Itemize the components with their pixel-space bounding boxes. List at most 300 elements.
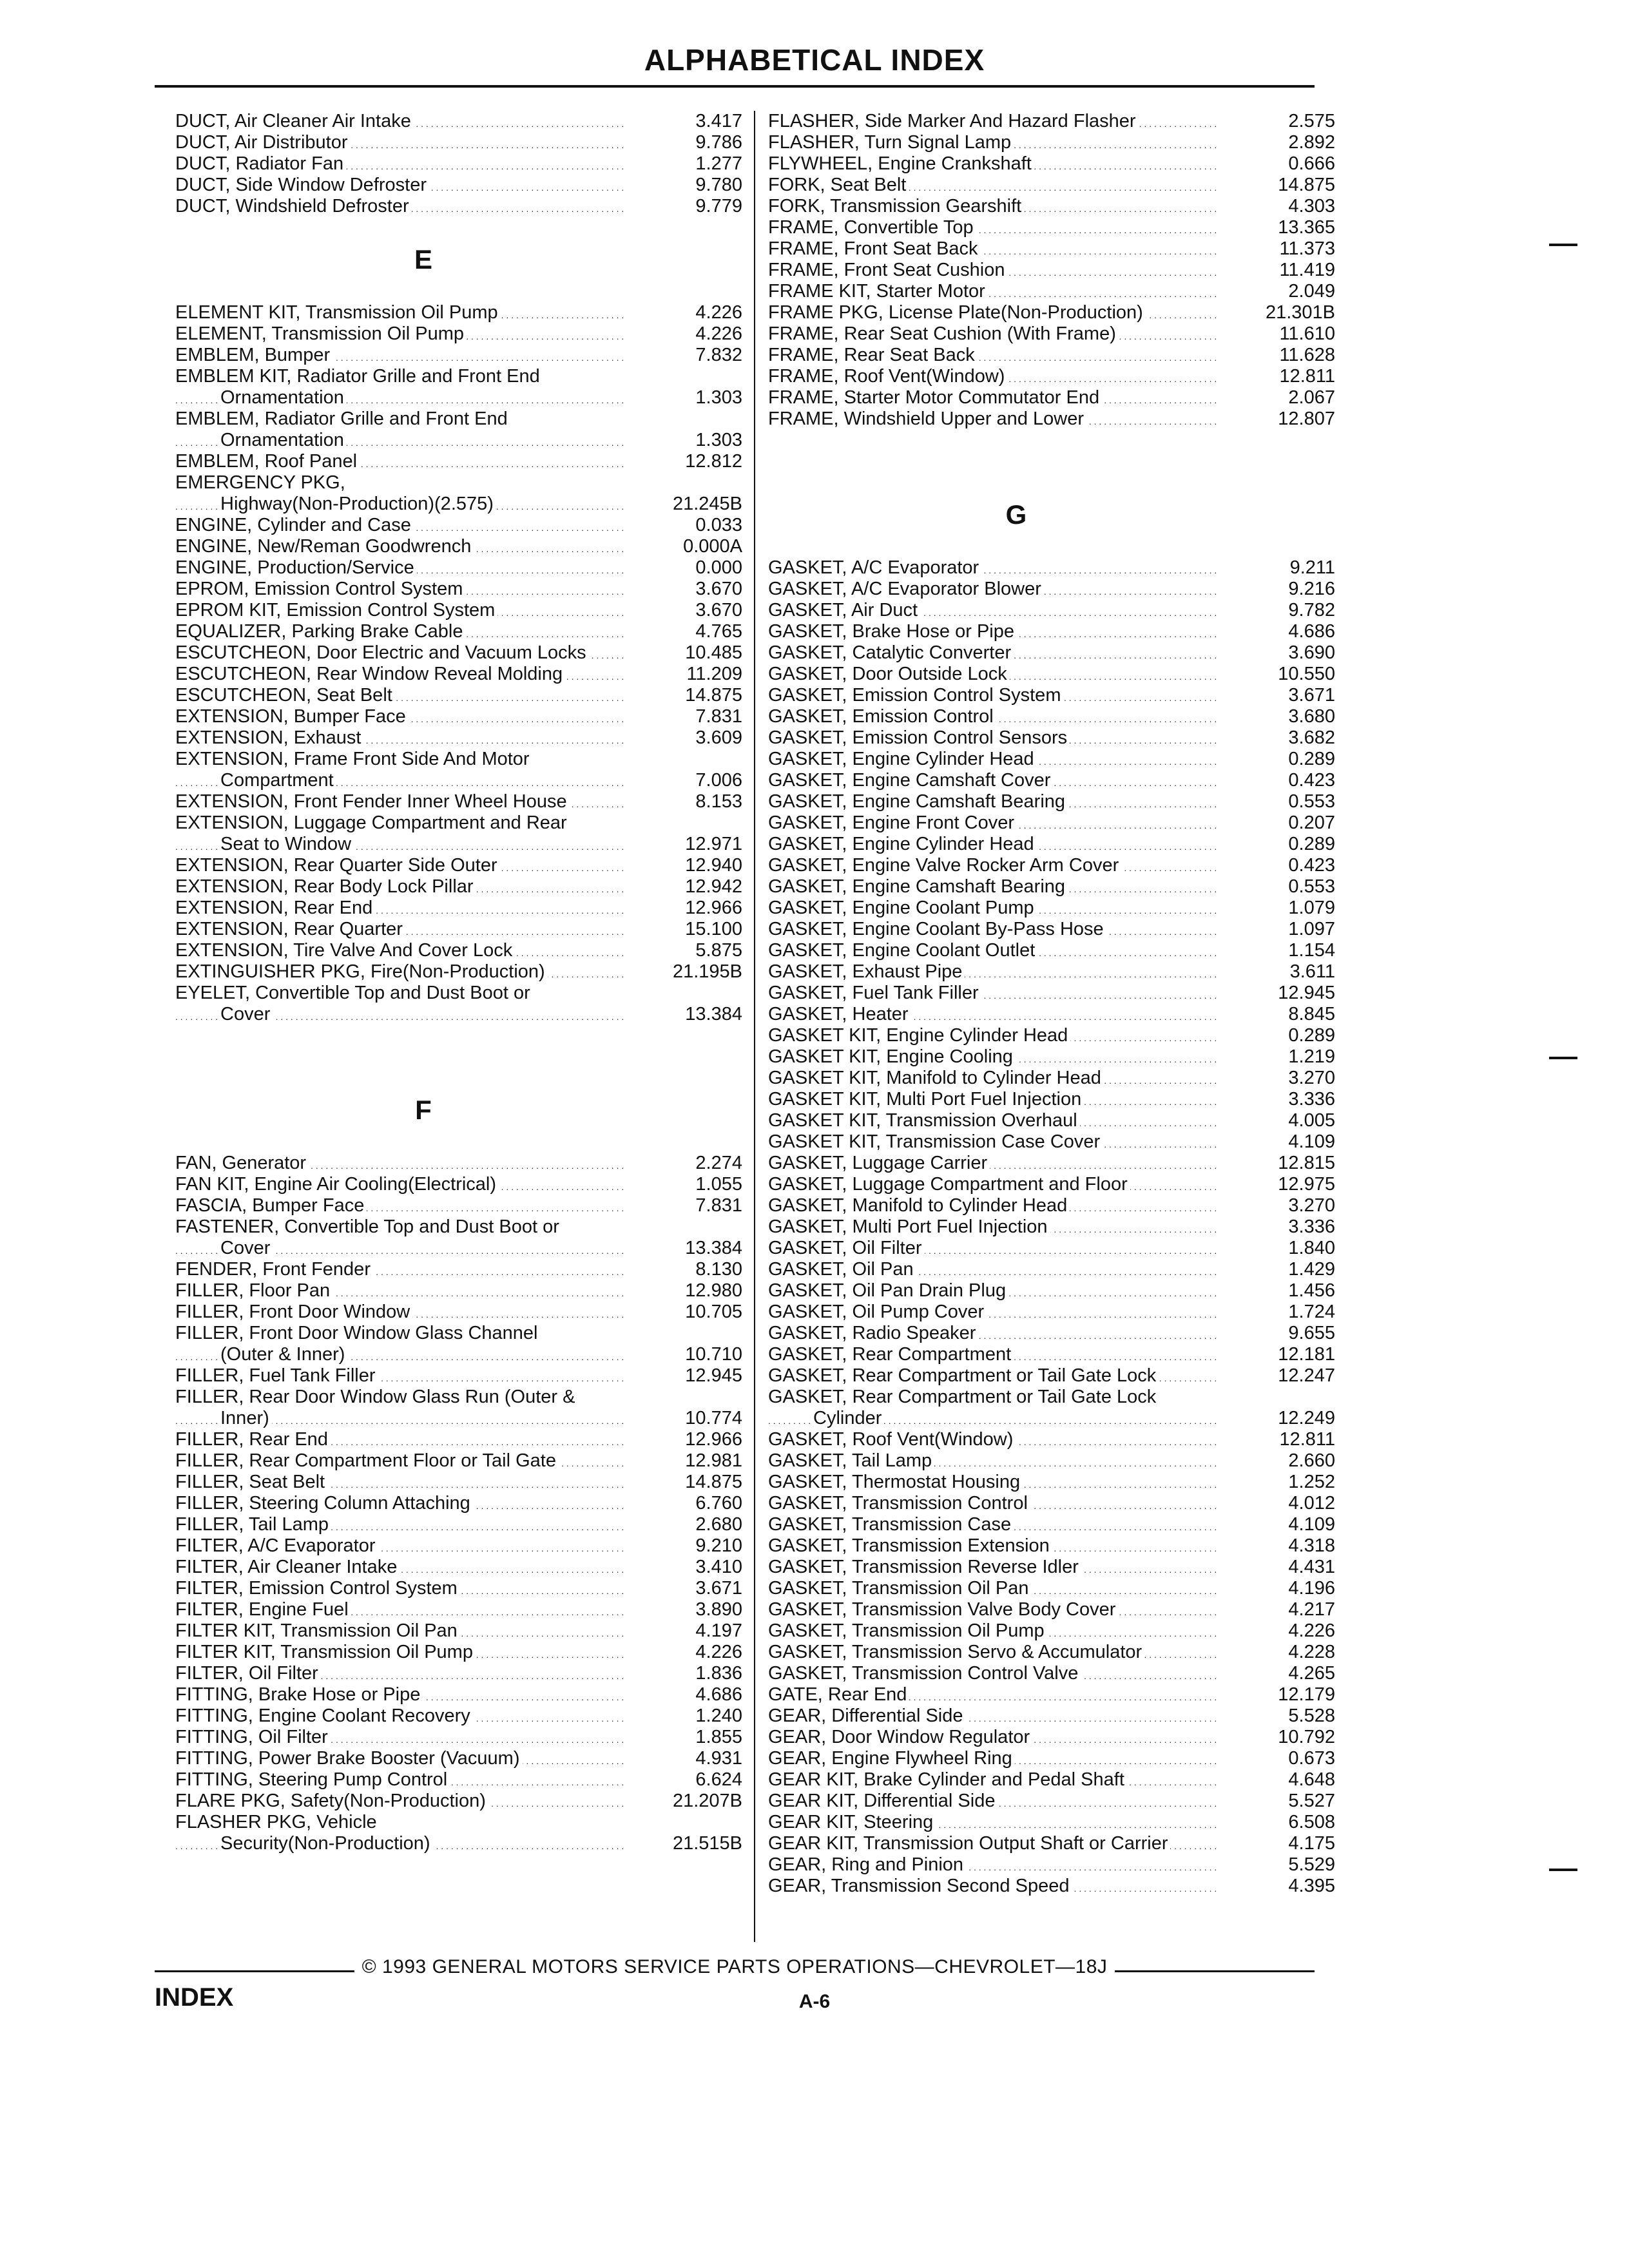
index-entry (175, 1684, 762, 1706)
entry-label: FILTER, Oil Filter (175, 1663, 321, 1684)
index-entry (175, 111, 762, 132)
edge-mark (1549, 1057, 1577, 1059)
entry-label: GEAR, Differential Side (768, 1706, 966, 1726)
index-entry (175, 132, 762, 153)
entry-page-ref: 4.303 (1222, 196, 1335, 217)
index-entry (768, 1535, 1354, 1557)
entry-label: FRAME, Roof Vent(Window) (768, 366, 1007, 387)
index-entry (175, 323, 762, 345)
entry-page-ref: 4.648 (1222, 1769, 1335, 1791)
entry-page-ref: 4.012 (1222, 1493, 1335, 1514)
index-entry (768, 642, 1354, 664)
entry-page-ref: 10.792 (1222, 1727, 1335, 1748)
index-entry-heading (175, 472, 762, 494)
index-entry (768, 408, 1354, 430)
index-entry (768, 557, 1354, 579)
entry-label: FASCIA, Bumper Face (175, 1195, 367, 1216)
entry-label: GASKET, Rear Compartment or Tail Gate Lock (768, 1387, 1159, 1407)
entry-label: FITTING, Steering Pump Control (175, 1769, 450, 1790)
entry-page-ref: 4.226 (629, 323, 742, 345)
index-entry (768, 281, 1354, 302)
entry-page-ref: 9.210 (629, 1535, 742, 1557)
entry-label: EXTENSION, Luggage Compartment and Rear (175, 812, 570, 833)
entry-page-ref: 2.892 (1222, 132, 1335, 153)
entry-label: EXTENSION, Rear Body Lock Pillar (175, 876, 476, 897)
entry-label: GASKET, Transmission Oil Pump (768, 1620, 1047, 1641)
index-entry-heading (175, 983, 762, 1004)
entry-page-ref: 21.515B (629, 1833, 742, 1854)
index-entry (768, 621, 1354, 642)
index-entry (175, 727, 762, 749)
entry-label: ENGINE, Production/Service (175, 557, 417, 578)
entry-page-ref: 12.945 (629, 1365, 742, 1387)
spacer (175, 1025, 762, 1068)
entry-page-ref: 12.945 (1222, 983, 1335, 1004)
index-entry (175, 1706, 762, 1727)
footer-section-label: INDEX (155, 1983, 234, 2012)
entry-page-ref: 0.553 (1222, 876, 1335, 898)
entry-label: FILLER, Floor Pan (175, 1280, 333, 1301)
index-entry (175, 770, 762, 791)
index-entry (175, 855, 762, 876)
entry-label: Inner) (220, 1408, 272, 1428)
index-entry (175, 876, 762, 898)
entry-page-ref: 0.033 (629, 515, 742, 536)
entry-page-ref: 12.975 (1222, 1174, 1335, 1195)
entry-label: EMBLEM, Roof Panel (175, 451, 360, 472)
entry-label: GASKET, Luggage Carrier (768, 1153, 990, 1173)
entry-page-ref: 4.686 (1222, 621, 1335, 642)
entry-label: GASKET KIT, Engine Cylinder Head (768, 1025, 1070, 1046)
entry-page-ref: 9.782 (1222, 600, 1335, 621)
entry-label: ENGINE, Cylinder and Case (175, 515, 414, 535)
entry-label: EMBLEM, Bumper (175, 345, 333, 365)
index-entry (175, 1769, 762, 1791)
entry-page-ref: 11.373 (1222, 238, 1335, 260)
entry-page-ref: 14.875 (629, 1472, 742, 1493)
index-entry (768, 1046, 1354, 1068)
entry-label: DUCT, Radiator Fan (175, 153, 346, 174)
entry-label: FILLER, Steering Column Attaching (175, 1493, 473, 1514)
index-entry (768, 770, 1354, 791)
index-entry-heading (175, 1216, 762, 1238)
index-entry (768, 983, 1354, 1004)
entry-label: GASKET KIT, Transmission Overhaul (768, 1110, 1080, 1131)
entry-page-ref: 7.832 (629, 345, 742, 366)
entry-page-ref: 4.395 (1222, 1876, 1335, 1897)
index-entry (175, 940, 762, 961)
entry-page-ref: 7.006 (629, 770, 742, 791)
index-entry (175, 1535, 762, 1557)
entry-label: FILLER, Front Door Window Glass Channel (175, 1323, 541, 1343)
index-entry-heading (175, 749, 762, 770)
index-entry (768, 1769, 1354, 1791)
entry-label: Compartment (220, 770, 336, 791)
index-entry (175, 1599, 762, 1620)
entry-label: GASKET, Tail Lamp (768, 1450, 934, 1471)
index-entry (768, 834, 1354, 855)
index-entry (175, 1493, 762, 1514)
entry-page-ref: 9.779 (629, 196, 742, 217)
entry-label: EPROM KIT, Emission Control System (175, 600, 497, 620)
entry-page-ref: 12.247 (1222, 1365, 1335, 1387)
index-entry (175, 791, 762, 812)
index-entry (768, 1131, 1354, 1153)
entry-page-ref: 4.109 (1222, 1131, 1335, 1153)
index-entry (768, 1110, 1354, 1131)
entry-label: FILLER, Rear Door Window Glass Run (Outer & (175, 1387, 577, 1407)
entry-page-ref: 3.671 (629, 1578, 742, 1599)
entry-label: FILLER, Rear End (175, 1429, 331, 1450)
entry-page-ref: 21.207B (629, 1791, 742, 1812)
index-entry (175, 1450, 762, 1472)
index-entry (768, 366, 1354, 387)
entry-page-ref: 10.710 (629, 1344, 742, 1365)
entry-page-ref: 3.609 (629, 727, 742, 749)
entry-page-ref: 3.410 (629, 1557, 742, 1578)
entry-label: GASKET KIT, Manifold to Cylinder Head (768, 1068, 1104, 1088)
index-entry (768, 1472, 1354, 1493)
index-entry (768, 961, 1354, 983)
entry-label: FILTER, Air Cleaner Intake (175, 1557, 400, 1577)
index-entry (175, 1833, 762, 1854)
index-entry (175, 1238, 762, 1259)
entry-page-ref: 12.942 (629, 876, 742, 898)
index-entry (175, 621, 762, 642)
entry-label: EPROM, Emission Control System (175, 579, 465, 599)
entry-page-ref: 2.274 (629, 1153, 742, 1174)
index-entry (175, 1004, 762, 1025)
entry-label: GASKET, Transmission Control Valve (768, 1663, 1081, 1684)
entry-label: EMBLEM, Radiator Grille and Front End (175, 408, 510, 429)
entry-page-ref: 4.431 (1222, 1557, 1335, 1578)
index-entry (175, 196, 762, 217)
index-entry (768, 1620, 1354, 1642)
entry-label: GASKET, Luggage Compartment and Floor (768, 1174, 1130, 1195)
index-entry (175, 302, 762, 323)
entry-page-ref: 12.807 (1222, 408, 1335, 430)
entry-page-ref: 0.423 (1222, 855, 1335, 876)
entry-label: GASKET, Catalytic Converter (768, 642, 1014, 663)
entry-label: GASKET, Oil Pan Drain Plug (768, 1280, 1008, 1301)
entry-page-ref: 8.845 (1222, 1004, 1335, 1025)
entry-page-ref: 8.153 (629, 791, 742, 812)
entry-page-ref: 3.682 (1222, 727, 1335, 749)
index-entry (175, 153, 762, 175)
index-entry (768, 1833, 1354, 1854)
entry-label: ELEMENT KIT, Transmission Oil Pump (175, 302, 501, 323)
entry-label: FILTER KIT, Transmission Oil Pan (175, 1620, 460, 1641)
index-entry (768, 1429, 1354, 1450)
entry-label: FILLER, Fuel Tank Filler (175, 1365, 378, 1386)
index-entry (768, 1557, 1354, 1578)
entry-page-ref: 5.875 (629, 940, 742, 961)
entry-page-ref: 9.780 (629, 175, 742, 196)
entry-page-ref: 4.109 (1222, 1514, 1335, 1535)
entry-page-ref: 2.049 (1222, 281, 1335, 302)
entry-page-ref: 3.611 (1222, 961, 1335, 983)
index-entry (768, 1876, 1354, 1897)
entry-label: FENDER, Front Fender (175, 1259, 373, 1280)
entry-page-ref: 2.680 (629, 1514, 742, 1535)
entry-page-ref: 12.981 (629, 1450, 742, 1472)
entry-label: GASKET, Transmission Servo & Accumulator (768, 1642, 1144, 1662)
index-entry (175, 664, 762, 685)
index-entry (175, 1663, 762, 1684)
index-entry (768, 1238, 1354, 1259)
index-entry (768, 1408, 1354, 1429)
index-entry (768, 1153, 1354, 1174)
entry-page-ref: 9.786 (629, 132, 742, 153)
entry-label: FRAME, Rear Seat Back (768, 345, 978, 365)
index-entry (175, 961, 762, 983)
entry-page-ref: 3.670 (629, 579, 742, 600)
index-entry (768, 1280, 1354, 1302)
entry-page-ref: 4.226 (629, 302, 742, 323)
entry-page-ref: 0.666 (1222, 153, 1335, 175)
entry-page-ref: 7.831 (629, 706, 742, 727)
entry-label: Highway(Non-Production)(2.575) (220, 494, 496, 514)
entry-label: FASTENER, Convertible Top and Dust Boot or (175, 1216, 562, 1237)
entry-page-ref: 3.417 (629, 111, 742, 132)
entry-page-ref: 3.680 (1222, 706, 1335, 727)
index-entry (175, 494, 762, 515)
entry-page-ref: 5.528 (1222, 1706, 1335, 1727)
index-entry (768, 1174, 1354, 1195)
index-entry (768, 196, 1354, 217)
entry-page-ref: 21.245B (629, 494, 742, 515)
index-entry (768, 1642, 1354, 1663)
entry-label: FRAME, Starter Motor Commutator End (768, 387, 1102, 408)
entry-page-ref: 11.209 (629, 664, 742, 685)
index-entry (175, 579, 762, 600)
index-column-left (175, 111, 762, 1854)
index-entry (768, 898, 1354, 919)
entry-label: GASKET, Engine Front Cover (768, 812, 1017, 833)
entry-page-ref: 1.055 (629, 1174, 742, 1195)
entry-page-ref: 2.067 (1222, 387, 1335, 408)
entry-page-ref: 12.249 (1222, 1408, 1335, 1429)
index-entry (175, 345, 762, 366)
index-entry (768, 153, 1354, 175)
entry-page-ref: 4.226 (629, 1642, 742, 1663)
entry-label: GASKET, Rear Compartment (768, 1344, 1014, 1365)
index-entry (768, 1089, 1354, 1110)
index-entry (768, 940, 1354, 961)
entry-page-ref: 4.265 (1222, 1663, 1335, 1684)
entry-label: ELEMENT, Transmission Oil Pump (175, 323, 467, 344)
entry-label: EXTENSION, Front Fender Inner Wheel House (175, 791, 570, 812)
entry-page-ref: 3.670 (629, 600, 742, 621)
entry-label: FILLER, Rear Compartment Floor or Tail Gate (175, 1450, 559, 1471)
entry-label: Seat to Window (220, 834, 354, 854)
entry-page-ref: 1.252 (1222, 1472, 1335, 1493)
index-entry (175, 1578, 762, 1599)
entry-label: GEAR, Transmission Second Speed (768, 1876, 1072, 1896)
index-entry (768, 217, 1354, 238)
index-entry (768, 387, 1354, 408)
index-entry (768, 345, 1354, 366)
entry-label: FILTER KIT, Transmission Oil Pump (175, 1642, 476, 1662)
entry-page-ref: 21.195B (629, 961, 742, 983)
entry-label: ESCUTCHEON, Seat Belt (175, 685, 395, 706)
entry-label: GASKET, Fuel Tank Filler (768, 983, 981, 1003)
footer-copyright: © 1993 GENERAL MOTORS SERVICE PARTS OPERATIONS—CHEVROLET—18J (361, 1956, 1108, 1977)
index-entry (768, 132, 1354, 153)
index-entry (768, 812, 1354, 834)
entry-label: FRAME, Front Seat Back (768, 238, 981, 259)
entry-label: EXTENSION, Bumper Face (175, 706, 409, 727)
entry-page-ref: 1.836 (629, 1663, 742, 1684)
index-entry (175, 1748, 762, 1769)
index-entry (175, 706, 762, 727)
index-entry-heading (175, 1323, 762, 1344)
entry-page-ref: 0.423 (1222, 770, 1335, 791)
index-entry (768, 1365, 1354, 1387)
entry-label: GEAR KIT, Transmission Output Shaft or Carrier (768, 1833, 1170, 1854)
entry-page-ref: 12.812 (629, 451, 742, 472)
entry-page-ref: 11.419 (1222, 260, 1335, 281)
entry-page-ref: 4.228 (1222, 1642, 1335, 1663)
index-entry (175, 1259, 762, 1280)
entry-label: FITTING, Oil Filter (175, 1727, 331, 1747)
entry-label: FILLER, Seat Belt (175, 1472, 327, 1492)
entry-page-ref: 0.553 (1222, 791, 1335, 812)
index-entry (768, 1068, 1354, 1089)
entry-page-ref: 10.705 (629, 1302, 742, 1323)
entry-label: GATE, Rear End (768, 1684, 909, 1705)
entry-label: ESCUTCHEON, Rear Window Reveal Molding (175, 664, 565, 684)
index-entry (175, 536, 762, 557)
entry-page-ref: 3.690 (1222, 642, 1335, 664)
index-entry (175, 515, 762, 536)
index-entry (175, 175, 762, 196)
entry-page-ref: 4.318 (1222, 1535, 1335, 1557)
entry-label: GASKET, Radio Speaker (768, 1323, 978, 1343)
entry-label: EXTENSION, Rear End (175, 898, 375, 918)
entry-page-ref: 10.485 (629, 642, 742, 664)
index-entry (768, 685, 1354, 706)
index-entry (768, 1812, 1354, 1833)
entry-page-ref: 0.289 (1222, 834, 1335, 855)
index-entry (768, 1216, 1354, 1238)
entry-label: FRAME, Rear Seat Cushion (With Frame) (768, 323, 1119, 344)
entry-page-ref: 1.724 (1222, 1302, 1335, 1323)
entry-page-ref: 1.277 (629, 153, 742, 175)
page-title: ALPHABETICAL INDEX (644, 43, 985, 77)
entry-label: Security(Non-Production) (220, 1833, 433, 1854)
entry-label: GASKET, Air Duct (768, 600, 920, 620)
index-entry (768, 664, 1354, 685)
index-entry (175, 642, 762, 664)
entry-label: Ornamentation (220, 387, 347, 408)
index-entry (768, 1791, 1354, 1812)
section-letter: F (415, 1095, 432, 1125)
entry-label: Cover (220, 1238, 273, 1258)
entry-label: GASKET, Oil Filter (768, 1238, 925, 1258)
entry-page-ref: 12.966 (629, 898, 742, 919)
entry-page-ref: 4.175 (1222, 1833, 1335, 1854)
entry-page-ref: 1.097 (1222, 919, 1335, 940)
entry-label: EYELET, Convertible Top and Dust Boot or (175, 983, 533, 1003)
entry-label: GASKET, Roof Vent(Window) (768, 1429, 1016, 1450)
index-entry (175, 919, 762, 940)
entry-page-ref: 0.207 (1222, 812, 1335, 834)
entry-page-ref: 1.429 (1222, 1259, 1335, 1280)
entry-label: FITTING, Brake Hose or Pipe (175, 1684, 423, 1705)
entry-page-ref: 3.270 (1222, 1195, 1335, 1216)
entry-page-ref: 12.179 (1222, 1684, 1335, 1706)
entry-page-ref: 7.831 (629, 1195, 742, 1216)
entry-page-ref: 1.855 (629, 1727, 742, 1748)
index-entry (175, 557, 762, 579)
entry-label: GEAR KIT, Differential Side (768, 1791, 998, 1811)
entry-page-ref: 4.765 (629, 621, 742, 642)
entry-label: GASKET, Emission Control Sensors (768, 727, 1070, 748)
index-entry (175, 1472, 762, 1493)
entry-label: GASKET, Multi Port Fuel Injection (768, 1216, 1050, 1237)
index-entry (768, 1450, 1354, 1472)
index-entry (175, 1408, 762, 1429)
index-entry (768, 579, 1354, 600)
entry-page-ref: 14.875 (629, 685, 742, 706)
entry-page-ref: 0.289 (1222, 749, 1335, 770)
index-entry (175, 600, 762, 621)
entry-page-ref: 4.005 (1222, 1110, 1335, 1131)
entry-page-ref: 6.760 (629, 1493, 742, 1514)
footer-rule-right (1115, 1970, 1315, 1972)
index-entry (175, 1302, 762, 1323)
entry-label: GASKET KIT, Engine Cooling (768, 1046, 1016, 1067)
entry-label: GASKET, Transmission Extension (768, 1535, 1052, 1556)
entry-label: DUCT, Air Cleaner Air Intake (175, 111, 414, 131)
index-entry (175, 1195, 762, 1216)
section-letter: G (1005, 499, 1027, 530)
index-entry (768, 1663, 1354, 1684)
index-entry (175, 1174, 762, 1195)
entry-page-ref: 4.196 (1222, 1578, 1335, 1599)
entry-label: FILTER, Engine Fuel (175, 1599, 351, 1620)
entry-label: GEAR KIT, Steering (768, 1812, 936, 1832)
entry-label: GASKET, Engine Coolant Pump (768, 898, 1037, 918)
entry-label: GASKET, Engine Cylinder Head (768, 834, 1037, 854)
entry-label: FLARE PKG, Safety(Non-Production) (175, 1791, 488, 1811)
entry-label: EQUALIZER, Parking Brake Cable (175, 621, 465, 642)
entry-label: EXTINGUISHER PKG, Fire(Non-Production) (175, 961, 548, 982)
index-entry (768, 1493, 1354, 1514)
index-entry (175, 834, 762, 855)
index-entry (768, 600, 1354, 621)
index-entry (768, 1344, 1354, 1365)
index-entry (768, 749, 1354, 770)
entry-page-ref: 6.624 (629, 1769, 742, 1791)
entry-label: Ornamentation (220, 430, 347, 450)
entry-label: FRAME, Convertible Top (768, 217, 976, 238)
entry-label: FRAME PKG, License Plate(Non-Production) (768, 302, 1146, 323)
entry-label: DUCT, Windshield Defroster (175, 196, 412, 216)
entry-page-ref: 0.673 (1222, 1748, 1335, 1769)
index-column-right (768, 111, 1354, 1897)
entry-label: FAN, Generator (175, 1153, 309, 1173)
entry-label: GASKET, Manifold to Cylinder Head (768, 1195, 1070, 1216)
index-entry (768, 876, 1354, 898)
entry-page-ref: 4.931 (629, 1748, 742, 1769)
entry-page-ref: 1.303 (629, 387, 742, 408)
index-entry (175, 1791, 762, 1812)
entry-label: GASKET, Transmission Case (768, 1514, 1014, 1535)
entry-page-ref: 1.154 (1222, 940, 1335, 961)
entry-page-ref: 3.336 (1222, 1216, 1335, 1238)
